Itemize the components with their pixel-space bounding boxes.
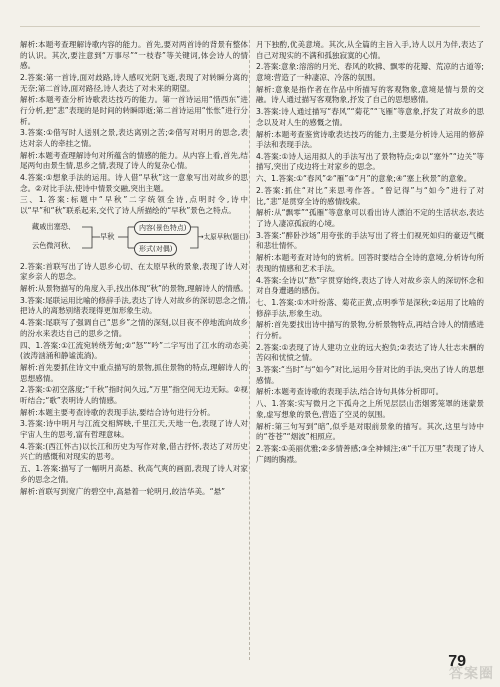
analysis-diagram: [20, 219, 248, 259]
top-rule: [20, 26, 480, 27]
text-paragraph: 2.答案:首联写出了诗人思乡心切、在太原早秋的景象,表现了诗人对家乡亲人的思念。: [20, 261, 248, 282]
text-paragraph: 解析:本题考查理解诗句对所蕴含的情感的能力。从内容上看,首先,结尾两句由景生情,思乡之情,表现了诗人的复杂心情。: [20, 150, 248, 171]
text-paragraph: 五、1.答案:描写了一幅明月高悬、秋高气爽的画面,表现了诗人对家乡的思念之情。: [20, 464, 248, 484]
text-paragraph: 2.答案:①美丽优雅;②多情善感;③全神倾注;④“千江万里”表现了诗人广阔的胸襟。: [256, 443, 484, 464]
text-paragraph: 2.答案:①表现了诗人建功立业的远大抱负;②表达了诗人壮志未酬的苦闷和忧愤之情。: [256, 342, 484, 363]
text-paragraph: 解析:首先要抓住诗文中重点描写的景物,抓住景物的特点,理解诗人的思想感情。: [20, 362, 248, 383]
diagram-center: 早秋: [100, 231, 115, 241]
text-paragraph: 解析:本题考查分析诗歌表达技巧的能力。第一首诗运用“惜西东”进行分析,把“悲”表现的是时间的转瞬即逝;第二首诗运用“怅怅”进行分析。: [20, 95, 248, 126]
diagram-box-bottom: 形式(对偶): [134, 242, 177, 257]
text-paragraph: 解析:本题考查理解诗歌内容的能力。首先,要对两首诗的背景有整体的认识。其次,要注意到“万事尽”“一枝春”等关键词,体会诗人的情感。: [20, 40, 248, 71]
text-paragraph: 4.答案:全诗以“愁”字贯穿始终,表达了诗人对故乡亲人的深切怀念和对自身遭遇的感伤。: [256, 275, 484, 296]
text-paragraph: 解析:首联写到宽广的碧空中,高悬着一轮明月,皎洁华美。“悬”: [20, 486, 226, 496]
text-paragraph: 3.答案:“当时”与“如今”对比,运用今昔对比的手法,突出了诗人的思想感情。: [256, 365, 484, 385]
text-paragraph: 解析:首先要找出诗中描写的景物,分析景物特点,再结合诗人的情感进行分析。: [256, 320, 484, 340]
text-paragraph: 4.答案:尾联写了强调自己“思乡”之情的深刻,以目夜不停地流向故乡的汾水来表达自己的思乡之情。: [20, 318, 248, 338]
text-paragraph: 解析:本题考查对诗句的赏析。回答时要结合全诗的意境,分析诗句所表现的情感和艺术手法。: [256, 253, 484, 273]
text-paragraph: 4.答案:①想象手法的运用。诗人借“早秋”这一意象写出对故乡的思念。②对比手法,使诗中情景交融,突出主题。: [20, 173, 248, 193]
text-paragraph: 3.答案:①借写时人送别之景,表达离别之苦;②借写对明月的思念,表达对亲人的牵挂之情。: [20, 128, 248, 148]
text-paragraph: 2.答案:抓住“对比”来思考作答。“曾记得”与“如今”进行了对比,“悲”是贯穿全诗的感情线索。: [256, 186, 484, 206]
text-paragraph: 六、1.答案:①“春风”②“雁”③“月”的意象;④“塞上秋景”的意象。: [256, 174, 472, 184]
text-paragraph: 2.答案:①初空落度;“千秋”指时间久远,“万里”指空间无边无际。②视听结合;“歌”表明诗人的情感。: [20, 385, 248, 405]
text-paragraph: 月下独酌,优美意境。其次,从全篇的主旨入手,诗人以月为伴,表达了自己对现实的不满和孤独寂寞的心情。: [256, 40, 484, 60]
text-paragraph: 三、1.答案:标题中“早秋”二字统领全诗,点明时令,诗中以“早”和“秋”联系起来,交代了诗人所描绘的“早秋”景色之特点。: [20, 195, 248, 216]
text-paragraph: 3.答案:尾联运用比喻的修辞手法,表达了诗人对故乡的深切思念之情,把诗人的离愁别绪表现得更加形象生动。: [20, 295, 248, 316]
watermark-logo: 答案圈: [449, 665, 494, 681]
text-paragraph: 4.答案:(西江怀古)以长江和历史为写作对象,借古抒怀,表达了对历史兴亡的感慨和对现实的思考。: [20, 441, 248, 462]
page-number: 79: [448, 653, 466, 670]
diagram-label-top: 藏戚出塞恐、: [32, 221, 76, 231]
text-paragraph: 解析:意象是指作者在作品中所描写的客观物象,意境是情与景的交融。诗人通过描写客观物象,抒发了自己的思想感情。: [256, 84, 484, 105]
text-paragraph: 八、1.答案:实写微月之下孤舟之上所见层层山峦烟雾笼罩的迷蒙景象,虚写想象的景色,营造了空灵的氛围。: [256, 399, 484, 419]
text-paragraph: 解析:本题考查诗歌的表现手法,结合诗句具体分析即可。: [256, 387, 444, 397]
left-column: [20, 40, 248, 660]
text-paragraph: 解析:本题主要考查诗歌的表现手法,要结合诗句进行分析。: [20, 407, 215, 417]
text-paragraph: 解析:从景物描写的角度入手,找出体现“秋”的景物,理解诗人的情感。: [20, 284, 248, 293]
text-paragraph: 四、1.答案:①江流宛转绕芳甸;②“怒”“吟”二字写出了江水的动态美(波涛汹涌和静谧流淌)。: [20, 340, 248, 361]
text-paragraph: 七、1.答案:①木叶纷落、菊花正黄,点明季节是深秋;②运用了比喻的修辞手法,形象生动。: [256, 297, 484, 318]
right-column: [256, 40, 484, 660]
diagram-result: →太原早秋(题目): [198, 232, 248, 241]
text-paragraph: 解析:本题考查鉴赏诗歌表达技巧的能力,主要是分析诗人运用的修辞手法和表现手法。: [256, 129, 484, 150]
text-paragraph: 解析:第三句写到“暗”,似乎是对眼前景象的描写。其次,这里与诗中的“苍苍”“烟波”相照应。: [256, 421, 484, 442]
text-paragraph: 2.答案:意象:溶溶的月光、春风的吹拂、飘零的花瓣、荒凉的古道等;意境:营造了一种凄凉、冷落的氛围。: [256, 62, 484, 82]
text-paragraph: 3.答案:诗人通过描写“春风”“菊花”“飞雁”等意象,抒发了对故乡的思念以及对人生的感慨之情。: [256, 107, 484, 127]
diagram-box-top: 内容(景色特点): [134, 221, 191, 236]
text-paragraph: 4.答案:①诗人运用拟人的手法写出了景物特点;②以“塞外”“边关”等描写,突出了戍边将士对家乡的思念。: [256, 151, 484, 172]
text-paragraph: 解析:从“飘零”“孤雁”等意象可以看出诗人漂泊不定的生活状态,表达了诗人凄凉孤寂的心境。: [256, 208, 484, 228]
text-paragraph: 3.答案:“醉卧沙场”用夸张的手法写出了将士们视死如归的豪迈气概和悲壮情怀。: [256, 230, 484, 251]
column-divider: [249, 40, 250, 660]
diagram-label-bottom: 云色微河秋、: [32, 240, 76, 250]
text-paragraph: 3.答案:诗中明月与江流交相辉映,千里江天,天地一色,表现了诗人对宇宙人生的思考,富有哲理意味。: [20, 419, 248, 440]
text-paragraph: 2.答案:第一首诗,面对歧路,诗人感叹光阴飞逝,表现了对转瞬分离的无奈;第二首诗,面对路径,诗人表达了对未来的期望。: [20, 72, 248, 93]
